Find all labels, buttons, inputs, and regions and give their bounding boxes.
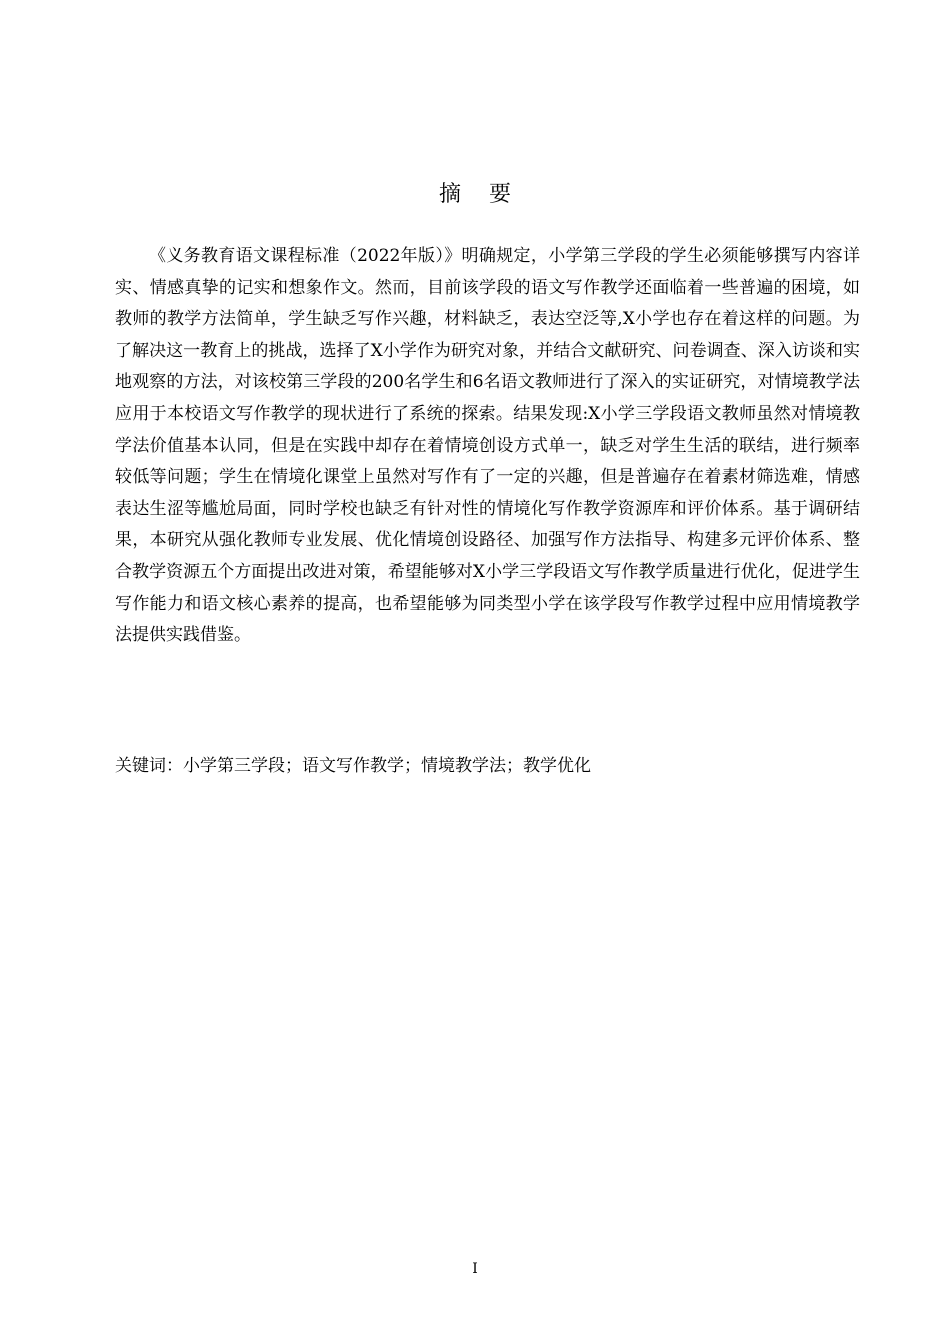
page-number: I [472, 1261, 478, 1277]
abstract-paragraph: 《义务教育语文课程标准（2022年版）》明确规定，小学第三学段的学生必须能够撰写内容详实、情感真挚的记实和想象作文。然而，目前该学段的语文写作教学还面临着一些普遍的困境，如教师的教学方法简单，学生缺乏写作兴趣，材料缺乏，表达空泛等,X小学也存在着这样的问题。为了解决这一教育上的挑战，选择了X小学作为研究对象，并结合文献研究、问卷调查、深入访谈和实地观察的方法，对该校第三学段的200名学生和6名语文教师进行了深入的实证研究，对情境教学法应用于本校语文写作教学的现状进行了系统的探索。结果发现:X小学三学段语文教师虽然对情境教学法价值基本认同，但是在实践中却存在着情境创设方式单一，缺乏对学生生活的联结，进行频率较低等问题；学生在情境化课堂上虽然对写作有了一定的兴趣，但是普遍存在着素材筛选难，情感表达生涩等尴尬局面，同时学校也缺乏有针对性的情境化写作教学资源库和评价体系。基于调研结果，本研究从强化教师专业发展、优化情境创设路径、加强写作方法指导、构建多元评价体系、整合教学资源五个方面提出改进对策，希望能够对X小学三学段语文写作教学质量进行优化，促进学生写作能力和语文核心素养的提高，也希望能够为同类型小学在该学段写作教学过程中应用情境教学法提供实践借鉴。 [115, 246, 860, 646]
keywords-label: 关键词： [115, 756, 183, 776]
keywords-value: 小学第三学段；语文写作教学；情境教学法；教学优化 [183, 756, 591, 776]
keywords-line [115, 752, 860, 780]
abstract-heading: 摘要 [438, 182, 539, 207]
